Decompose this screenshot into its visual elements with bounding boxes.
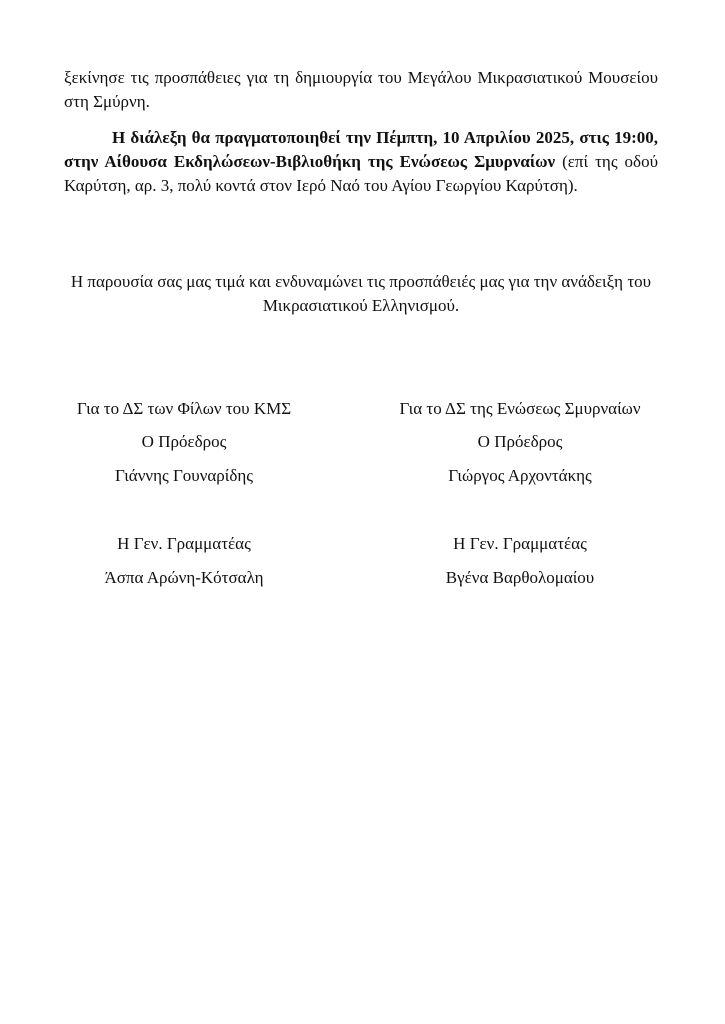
left-signature-org: Για το ΔΣ των Φίλων του ΚΜΣ <box>76 399 292 418</box>
paragraph-museum: ξεκίνησε τις προσπάθειες για τη δημιουργία του Μεγάλου Μικρασιατικού Μουσείου στη Σμύρνη. <box>64 68 658 111</box>
left-secretary-name: Άσπα Αρώνη-Κότσαλη <box>104 568 264 587</box>
paragraph-lecture-details <box>64 126 658 198</box>
lecture-address: (επί της οδού Καρύτση, αρ. 3, πολύ κοντά στον Ιερό Ναό του Αγίου Γεωργίου Καρύτση). <box>64 152 658 195</box>
left-secretary-title: Η Γεν. Γραμματέας <box>117 534 251 553</box>
left-president-name: Γιάννης Γουναρίδης <box>115 466 253 485</box>
right-president-title: Ο Πρόεδρος <box>477 432 563 451</box>
right-signature-org: Για το ΔΣ της Ενώσεως Σμυρναίων <box>399 399 641 418</box>
right-secretary-title: Η Γεν. Γραμματέας <box>453 534 587 553</box>
right-secretary-name: Βγένα Βαρθολομαίου <box>445 568 595 587</box>
left-president-title: Ο Πρόεδρος <box>141 432 227 451</box>
right-president-name: Γιώργος Αρχοντάκης <box>448 466 592 485</box>
closing-statement: Η παρουσία σας μας τιμά και ενδυναμώνει τις προσπάθειές μας για την ανάδειξη του Μικρασιατικού Ελληνισμού. <box>70 272 652 315</box>
lecture-date-location: Η διάλεξη θα πραγματοποιηθεί την Πέμπτη, 10 Απριλίου 2025, στις 19:00, στην Αίθουσα Εκδηλώσεων-Βιβλιοθήκη της Ενώσεως Σμυρναίων <box>64 128 658 171</box>
